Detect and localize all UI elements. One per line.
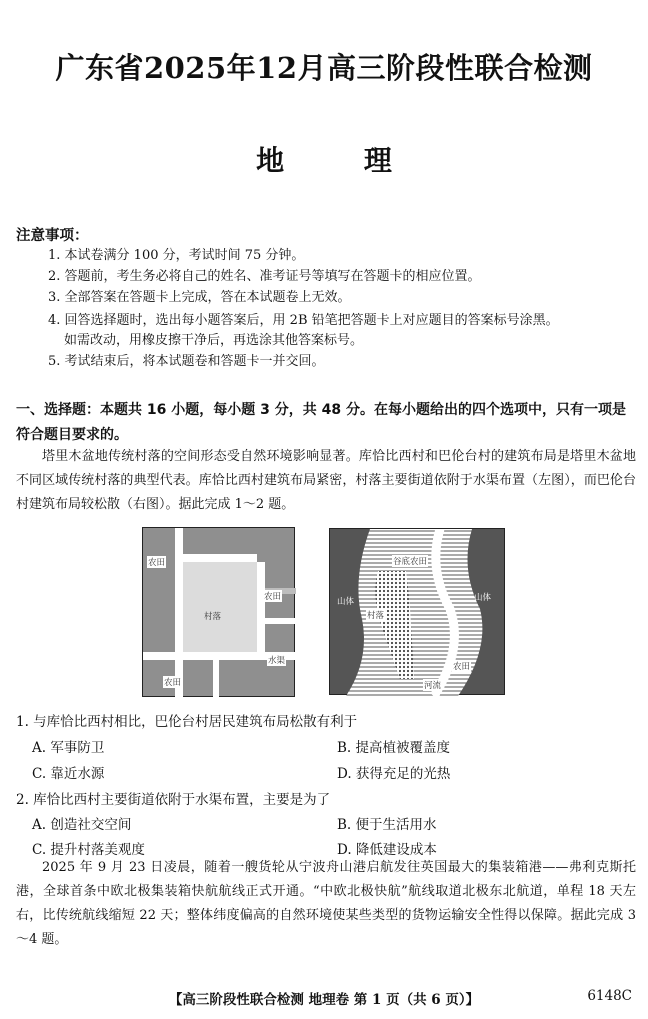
figure-left-map <box>142 527 295 697</box>
label-farmland: 农田 <box>264 592 282 602</box>
q1-option-d: D. 获得充足的光热 <box>337 766 451 782</box>
notice-item: 2. 答题前，考生务必将自己的姓名、准考证号等填写在答题卡的相应位置。 <box>48 269 481 284</box>
notice-heading: 注意事项： <box>16 228 89 244</box>
label-mountain: 山体 <box>474 593 492 603</box>
figure-right-map <box>329 528 505 695</box>
label-river: 河流 <box>424 681 442 691</box>
q1-option-b: B. 提高植被覆盖度 <box>337 740 451 756</box>
q2-option-b: B. 便于生活用水 <box>337 817 437 833</box>
notice-item: 如需改动，用橡皮擦干净后，再选涂其他答案标号。 <box>64 333 364 348</box>
q2-option-c: C. 提升村落美观度 <box>32 842 145 858</box>
village-block <box>183 554 257 652</box>
label-mountain: 山体 <box>337 597 355 607</box>
label-village: 村落 <box>204 612 222 622</box>
street <box>183 554 257 562</box>
notice-item: 5. 考试结束后，将本试题卷和答题卡一并交回。 <box>48 354 325 369</box>
passage-1: 塔里木盆地传统村落的空间形态受自然环境影响显著。库恰比西村和巴伦台村的建筑布局是塔里木盆地不同区域传统村落的典型代表。库恰比西村建筑布局紧密，村落主要街道依附于水渠布置（左图），而巴伦台村建筑布局较松散（右图）。据此完成 1～2 题。 <box>16 449 636 512</box>
label-valley-farmland: 谷底农田 <box>393 557 428 567</box>
label-farmland: 农田 <box>148 558 166 568</box>
footer-text: 【高三阶段性联合检测 地理卷 第 1 页（共 6 页）】 <box>168 992 480 1008</box>
street <box>175 528 183 698</box>
passage-2: 2025 年 9 月 23 日凌晨，随着一艘货轮从宁波舟山港启航发往英国最大的集装箱港——弗利克斯托港，全球首条中欧北极集装箱快航航线正式开通。“中欧北极快航”航线取道北极东北航道，单程 18 天左右，比传统航线缩短 22 天；整体纬度偏高的自然环境使某些类型的货物运输安全性得以保障。据此完成 3～4 题。 <box>16 860 636 947</box>
q1-option-a: A. 军事防卫 <box>32 740 105 756</box>
street <box>257 562 265 660</box>
label-village: 村落 <box>367 611 385 621</box>
notice-item: 4. 回答选择题时，选出每小题答案后，用 2B 铅笔把答题卡上对应题目的答案标号涂黑。 <box>48 313 559 328</box>
street <box>257 618 296 624</box>
label-canal: 水渠 <box>268 656 286 666</box>
q2-option-d: D. 降低建设成本 <box>337 842 437 858</box>
q1-option-c: C. 靠近水源 <box>32 766 105 782</box>
question-2-stem: 2. 库恰比西村主要街道依附于水渠布置，主要是为了 <box>16 792 331 808</box>
subject-title: 地 理 <box>256 144 392 177</box>
exam-title: 广东省2025年12月高三阶段性联合检测 <box>55 51 593 85</box>
question-1-stem: 1. 与库恰比西村相比，巴伦台村居民建筑布局松散有利于 <box>16 714 358 730</box>
paper-code: 6148C <box>587 988 632 1004</box>
section-heading: 一、选择题：本题共 16 小题，每小题 3 分，共 48 分。在每小题给出的四个选项中，只有一项是符合题目要求的。 <box>16 402 626 443</box>
notice-item: 3. 全部答案在答题卡上完成，答在本试题卷上无效。 <box>48 290 351 305</box>
street <box>213 660 219 698</box>
label-farmland: 农田 <box>164 678 182 688</box>
label-farmland: 农田 <box>453 662 471 672</box>
notice-item: 1. 本试卷满分 100 分，考试时间 75 分钟。 <box>48 248 305 263</box>
page-footer <box>0 988 648 1008</box>
q2-option-a: A. 创造社交空间 <box>32 817 132 833</box>
